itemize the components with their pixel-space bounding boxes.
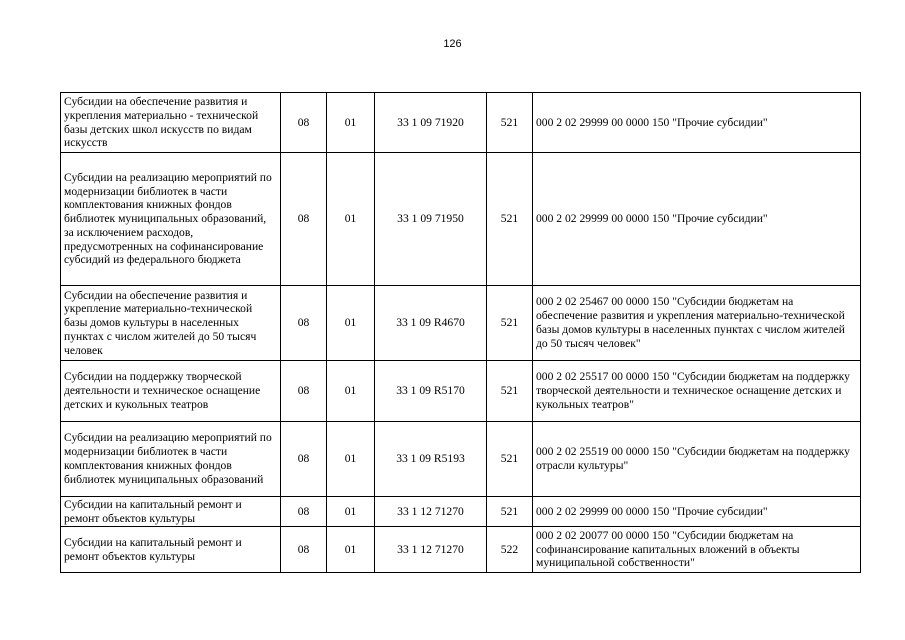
expense-name: Субсидии на обеспечение развития и укрепление материально-технической базы домов культуры в населенных пунктах с числом жителей до 50 тысяч человек <box>61 286 281 361</box>
table-row <box>61 153 861 286</box>
revenue-code: 000 2 02 25517 00 0000 150 "Субсидии бюджетам на поддержку творческой деятельности и техническое оснащение детских и кукольных театров" <box>533 361 861 422</box>
expense-type-code: 521 <box>487 286 533 361</box>
budget-classification-table <box>60 92 861 573</box>
expense-type-code: 521 <box>487 153 533 286</box>
subsection-code: 01 <box>327 422 375 497</box>
section-code: 08 <box>281 422 327 497</box>
subsection-code: 01 <box>327 527 375 573</box>
section-code: 08 <box>281 361 327 422</box>
table-row <box>61 93 861 153</box>
subsection-code: 01 <box>327 153 375 286</box>
target-article-code: 33 1 12 71270 <box>375 497 487 527</box>
revenue-code: 000 2 02 25519 00 0000 150 "Субсидии бюджетам на поддержку отрасли культуры" <box>533 422 861 497</box>
expense-type-code: 521 <box>487 93 533 153</box>
section-code: 08 <box>281 153 327 286</box>
subsection-code: 01 <box>327 361 375 422</box>
revenue-code: 000 2 02 29999 00 0000 150 "Прочие субсидии" <box>533 93 861 153</box>
section-code: 08 <box>281 286 327 361</box>
table-row <box>61 497 861 527</box>
target-article-code: 33 1 09 R5193 <box>375 422 487 497</box>
table-row <box>61 286 861 361</box>
target-article-code: 33 1 09 71920 <box>375 93 487 153</box>
expense-type-code: 521 <box>487 361 533 422</box>
section-code: 08 <box>281 497 327 527</box>
section-code: 08 <box>281 527 327 573</box>
table-row <box>61 527 861 573</box>
table-row <box>61 361 861 422</box>
revenue-code: 000 2 02 29999 00 0000 150 "Прочие субсидии" <box>533 153 861 286</box>
revenue-code: 000 2 02 20077 00 0000 150 "Субсидии бюджетам на софинансирование капитальных вложений в объекты муниципальной собственности" <box>533 527 861 573</box>
expense-type-code: 521 <box>487 422 533 497</box>
revenue-code: 000 2 02 29999 00 0000 150 "Прочие субсидии" <box>533 497 861 527</box>
expense-name: Субсидии на обеспечение развития и укрепления материально - технической базы детских школ искусств по видам искусств <box>61 93 281 153</box>
subsection-code: 01 <box>327 93 375 153</box>
expense-name: Субсидии на капитальный ремонт и ремонт объектов культуры <box>61 497 281 527</box>
table-row <box>61 422 861 497</box>
target-article-code: 33 1 09 71950 <box>375 153 487 286</box>
expense-name: Субсидии на поддержку творческой деятельности и техническое оснащение детских и кукольных театров <box>61 361 281 422</box>
target-article-code: 33 1 12 71270 <box>375 527 487 573</box>
section-code: 08 <box>281 93 327 153</box>
subsection-code: 01 <box>327 286 375 361</box>
subsection-code: 01 <box>327 497 375 527</box>
expense-name: Субсидии на реализацию мероприятий по модернизации библиотек в части комплектования книжных фондов библиотек муниципальных образований <box>61 422 281 497</box>
page-number: 126 <box>443 38 462 50</box>
expense-name: Субсидии на реализацию мероприятий по модернизации библиотек в части комплектования книжных фондов библиотек муниципальных образований, за исключением расходов, предусмотренных на софинансирование субсидий из федерального бюджета <box>61 153 281 286</box>
expense-name: Субсидии на капитальный ремонт и ремонт объектов культуры <box>61 527 281 573</box>
target-article-code: 33 1 09 R4670 <box>375 286 487 361</box>
expense-type-code: 522 <box>487 527 533 573</box>
expense-type-code: 521 <box>487 497 533 527</box>
target-article-code: 33 1 09 R5170 <box>375 361 487 422</box>
revenue-code: 000 2 02 25467 00 0000 150 "Субсидии бюджетам на обеспечение развития и укрепления материально-технической базы домов культуры в населенных пунктах с числом жителей до 50 тысяч человек" <box>533 286 861 361</box>
